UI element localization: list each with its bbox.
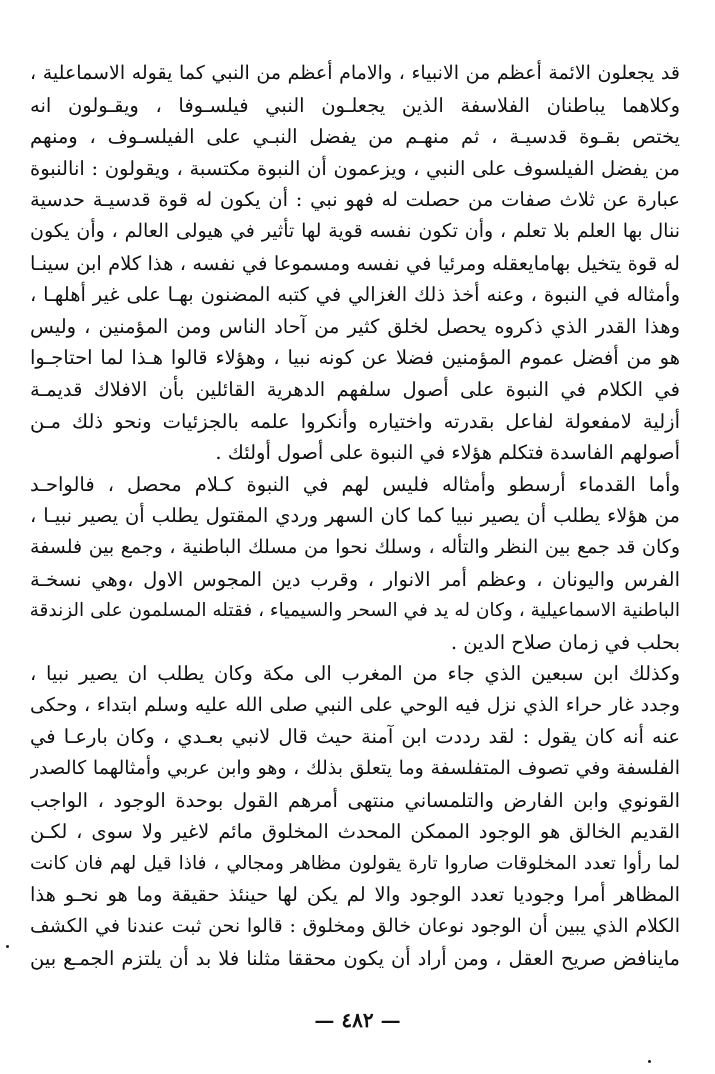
paragraph-end-line: بحلب في زمان صلاح الدين . — [450, 630, 680, 654]
text-line: عبارة عن ثلاث صفات من حصلت له فهو نبي : أن يكون له قوة قدسيـة حدسية — [30, 188, 680, 212]
text-line: المظاهر أمرا وجوديا تعدد الوجود والا لم يكن لها حينئذ حقيقة وما هو نحـو هذا — [30, 883, 680, 907]
text-line: ماينافض صريح العقل ، ومن أراد أن يكون محققا مثلنا فلا بد أن يلتزم الجمـع بين — [30, 946, 680, 970]
text-line: القونوي وابن الفارض والتلمساني منتهى أمرهم القول بوحدة الوجود ، الواجب — [30, 788, 680, 812]
text-line: وكان قد جمع بين النظر والتأله ، وسلك نحوا من مسلك الباطنية ، وجمع بين فلسفة — [30, 535, 680, 558]
text-line: من هؤلاء يطلب أن يصير نبيا كما كان السهر وردي المقتول يطلب أن يصير نبيـا ، — [30, 504, 680, 528]
text-line: هو من أفضل عموم المؤمنين فضلا عن كونه نبيا ، وهؤلاء قالوا هـذا لما احتاجـوا — [30, 346, 680, 370]
text-line: وكلاهما يباطنان الفلاسفة الذين يجعلـون النبي فيلسـوفا ، ويقـولون انه — [30, 93, 680, 117]
text-line: أزلية لامفعولة لفاعل بقدرته واختياره وأنكروا علمه بالجزئيات ونحو ذلك مـن — [30, 409, 680, 433]
text-line: وكذلك ابن سبعين الذي جاء من المغرب الى مكة وكان يطلب ان يصير نبيا ، — [30, 662, 680, 686]
text-line: له قوة يتخيل بهامايعقله ومرئيا في نفسه ومسموعا في نفسه ، هذا كلام ابن سينـا — [30, 251, 680, 275]
text-line: ننال بها العلم بلا تعلم ، وأن تكون نفسه قوية لها تأثير في هيولى العالم ، وأن يكون — [30, 219, 680, 242]
paragraph-end-line: أصولهم الفاسدة فتكلم هؤلاء في النبوة على أصول أولئك . — [215, 441, 680, 465]
text-line: الباطنية الاسماعيلية ، وكان له يد في السحر والسيمياء ، فقتله المسلمون على الزندقة — [30, 600, 680, 622]
text-line: الفلسفة وفي تصوف المتفلسفة وما يتعلق بذلك ، وهو وابن عربي وأمثالهما كالصدر — [30, 757, 680, 780]
text-line: الكلام الذي يبين أن الوجود نوعان خالق ومخلوق : قالوا نحن ثبت عندنا في الكشف — [30, 915, 680, 938]
text-line: لما رأوا تعدد المخلوقات صاروا تارة يقولون مظاهر ومجالي ، فاذا قيل لهم فان كانت — [30, 852, 680, 874]
text-line: وأمثاله في النبوة ، وعنه أخذ ذلك الغزالي في كتبه المضنون بهـا على غير أهلهـا ، — [30, 283, 680, 307]
text-line: وجدد غار حراء الذي نزل فيه الوحي على النبي صلى الله عليه وسلم ابتداء ، وحكى — [30, 693, 680, 716]
text-line: القديم الخالق هو الوجود الممكن المحدث المخلوق مائم لاغير ولا سوى ، لكـن — [30, 820, 680, 844]
text-line: يختص بقـوة قدسيـة ، ثم منهـم من يفضل النبـي على الفيلسـوف ، ومنهم — [30, 125, 680, 149]
scan-speck — [648, 1060, 651, 1063]
text-line: قد يجعلون الائمة أعظم من الانبياء ، والامام أعظم من النبي كما يقوله الاسماعلية ، — [30, 62, 680, 84]
text-line: عنه أنه كان يقول : لقد رددت ابن آمنة حيث قال لانبي بعـدي ، وكان بارعـا في — [30, 725, 680, 749]
page-number: — ٤٨٢ — — [314, 1008, 401, 1032]
text-line: في الكلام في النبوة على أصول سلفهم الدهرية القائلين بأن الافلاك قديمـة — [30, 377, 680, 401]
text-line: وأما القدماء أرسطو وأمثاله فليس لهم في النبوة كـلام محصل ، فالواحـد — [30, 472, 680, 496]
text-line: من يفضل الفيلسوف على النبي ، ويزعمون أن النبوة مكتسبة ، ويقولون : انالنبوة — [30, 156, 680, 180]
text-line: وهذا القدر الذي ذكروه يحصل لخلق كثير من آحاد الناس ومن المؤمنين ، وليس — [30, 314, 680, 338]
body-text — [30, 58, 680, 974]
scan-speck — [6, 945, 9, 948]
text-line: الفرس واليونان ، وعظم أمر الانوار ، وقرب دين المجوس الاول ،وهي نسخـة — [30, 567, 680, 591]
